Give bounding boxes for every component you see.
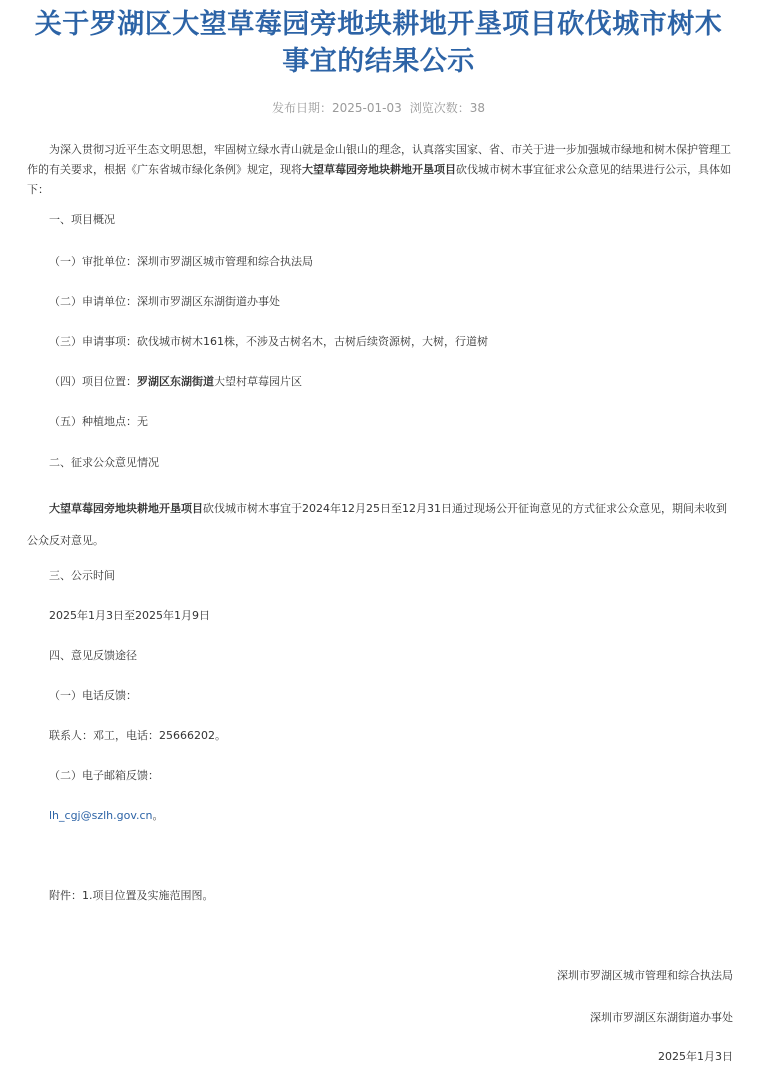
item-location-label: （四）项目位置：: [49, 375, 137, 388]
article-title: [0, 0, 757, 80]
section4-heading: 四、意见反馈途径: [49, 649, 137, 662]
item-location-rest: 大望村草莓园片区: [214, 375, 302, 388]
contact-info: 联系人：邓工，电话：25666202。: [49, 729, 226, 742]
email-line: [27, 806, 164, 826]
publicity-period: 2025年1月3日至2025年1月9日: [49, 609, 210, 622]
item-applicant: （二）申请单位：深圳市罗湖区东湖街道办事处: [49, 295, 280, 308]
publish-date: 2025-01-03: [331, 101, 402, 115]
opinion-text: 砍伐城市树木事宜于2024年12月25日至12月31日通过现场公开征询意见的方式征求公众意见，期间未收到公众反对意见。: [27, 502, 727, 547]
intro-text-2: 砍伐城市树木事宜征求公众意见的结果进行公示，具体如下：: [27, 163, 731, 196]
publish-date-label: 发布日期：: [271, 101, 332, 115]
opinion-paragraph: [27, 493, 733, 557]
phone-feedback-label: （一）电话反馈：: [49, 689, 137, 702]
item-location: [27, 372, 302, 392]
intro-text-1: 为深入贯彻习近平生态文明思想，牢固树立绿水青山就是金山银山的理念，认真落实国家、省、市关于进一步加强城市绿地和树木保护管理工作的有关要求，根据《广东省城市绿化条例》规定，现将: [27, 143, 731, 176]
article-title-line1: 关于罗湖区大望草莓园旁地块耕地开垦项目砍伐城市树木: [34, 9, 723, 40]
article-title-line2: 事宜的结果公示: [282, 46, 475, 77]
item-application: （三）申请事项：砍伐城市树木161株，不涉及古树名木，古树后续资源树，大树，行道树: [49, 335, 488, 348]
opinion-project-name: 大望草莓园旁地块耕地开垦项目: [49, 502, 203, 515]
attachment-note: 附件：1.项目位置及实施范围图。: [49, 889, 214, 902]
signature-org1: 深圳市罗湖区城市管理和综合执法局: [557, 969, 733, 982]
item-approval-unit: （一）审批单位：深圳市罗湖区城市管理和综合执法局: [49, 255, 313, 268]
email-suffix: 。: [152, 809, 164, 822]
signature-org2: 深圳市罗湖区东湖街道办事处: [590, 1011, 733, 1024]
article-meta: [0, 100, 757, 116]
section1-heading: 一、项目概况: [49, 213, 115, 226]
email-link[interactable]: lh_cgj@szlh.gov.cn: [49, 809, 153, 822]
view-count-label: 浏览次数：: [409, 101, 470, 115]
item-planting-site: （五）种植地点：无: [49, 415, 148, 428]
item-location-bold: 罗湖区东湖街道: [137, 375, 214, 388]
signature-date: 2025年1月3日: [658, 1050, 733, 1063]
section2-heading: 二、征求公众意见情况: [49, 456, 159, 469]
view-count: 38: [469, 101, 486, 115]
intro-project-name: 大望草莓园旁地块耕地开垦项目: [302, 163, 456, 176]
intro-paragraph: [27, 140, 733, 200]
email-feedback-label: （二）电子邮箱反馈：: [49, 769, 159, 782]
section3-heading: 三、公示时间: [49, 569, 115, 582]
